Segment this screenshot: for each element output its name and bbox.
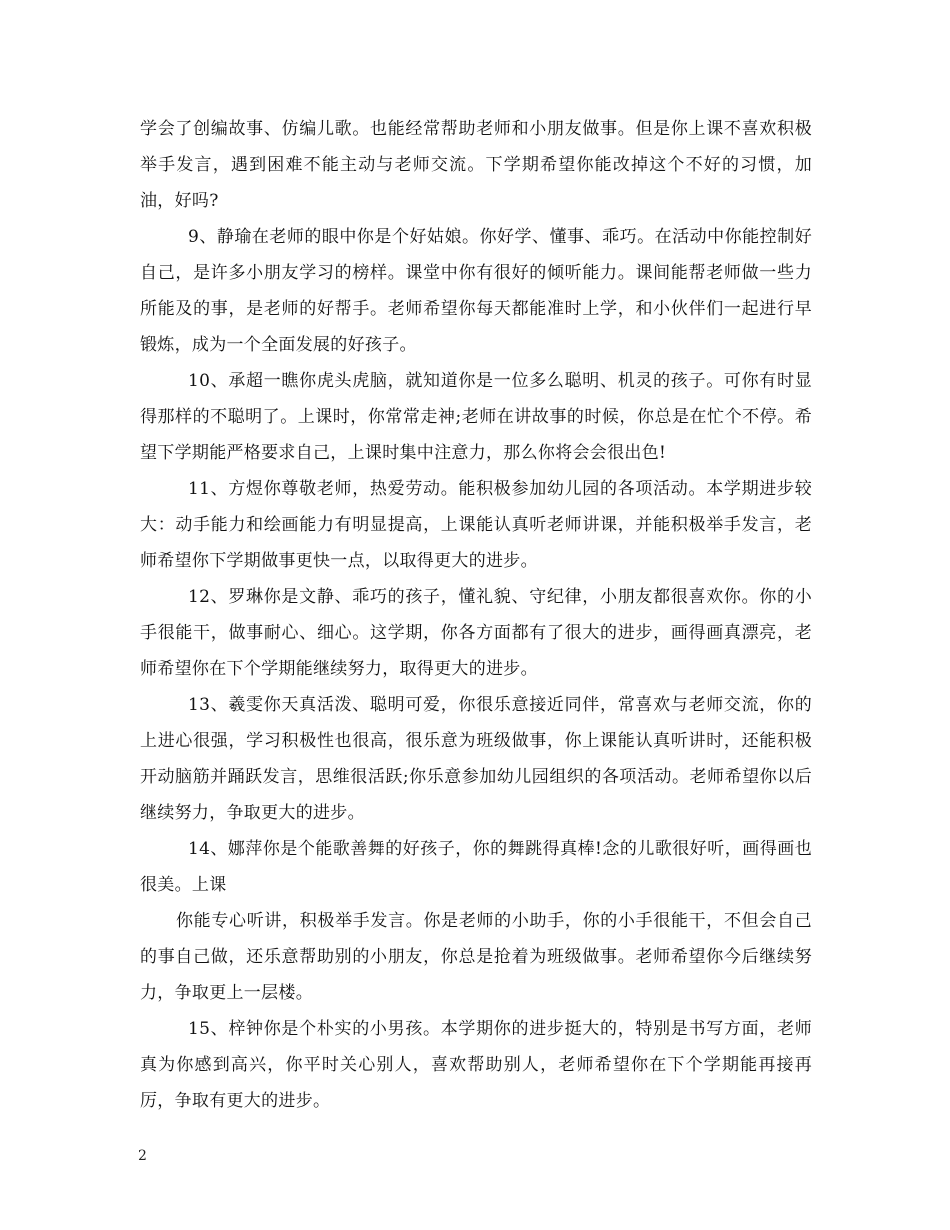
- document-body: [140, 111, 812, 1119]
- paragraph-comment-10: 10、承超一瞧你虎头虎脑，就知道你是一位多么聪明、机灵的孩子。可你有时显得那样的不聪明了。上课时，你常常走神;老师在讲故事的时候，你总是在忙个不停。希望下学期能严格要求自己，上课时集中注意力，那么你将会会很出色!: [140, 371, 812, 463]
- paragraph-comment-14-continued: 你能专心听讲，积极举手发言。你是老师的小助手，你的小手很能干，不但会自己的事自己做，还乐意帮助别的小朋友，你总是抢着为班级做事。老师希望你今后继续努力，争取更上一层楼。: [140, 911, 812, 1003]
- paragraph-continuation: 学会了创编故事、仿编儿歌。也能经常帮助老师和小朋友做事。但是你上课不喜欢积极举手发言，遇到困难不能主动与老师交流。下学期希望你能改掉这个不好的习惯，加油，好吗?: [140, 119, 812, 211]
- paragraph-comment-12: 12、罗琳你是文静、乖巧的孩子，懂礼貌、守纪律，小朋友都很喜欢你。你的小手很能干，做事耐心、细心。这学期，你各方面都有了很大的进步，画得画真漂亮，老师希望你在下个学期能继续努力，取得更大的进步。: [140, 587, 812, 679]
- page-number: 2: [138, 1148, 147, 1164]
- paragraph-comment-15: 15、梓钟你是个朴实的小男孩。本学期你的进步挺大的，特别是书写方面，老师真为你感到高兴，你平时关心别人，喜欢帮助别人，老师希望你在下个学期能再接再厉，争取有更大的进步。: [140, 1019, 812, 1111]
- paragraph-comment-14: 14、娜萍你是个能歌善舞的好孩子，你的舞跳得真棒!念的儿歌很好听，画得画也很美。上课: [140, 839, 812, 895]
- paragraph-comment-13: 13、羲雯你天真活泼、聪明可爱，你很乐意接近同伴，常喜欢与老师交流，你的上进心很强，学习积极性也很高，很乐意为班级做事，你上课能认真听讲时，还能积极开动脑筋并踊跃发言，思维很活跃;你乐意参加幼儿园组织的各项活动。老师希望你以后继续努力，争取更大的进步。: [140, 695, 812, 823]
- paragraph-comment-9: 9、静瑜在老师的眼中你是个好姑娘。你好学、懂事、乖巧。在活动中你能控制好自己，是许多小朋友学习的榜样。课堂中你有很好的倾听能力。课间能帮老师做一些力所能及的事，是老师的好帮手。老师希望你每天都能准时上学，和小伙伴们一起进行早锻炼，成为一个全面发展的好孩子。: [140, 227, 812, 355]
- paragraph-comment-11: 11、方煜你尊敬老师，热爱劳动。能积极参加幼儿园的各项活动。本学期进步较大：动手能力和绘画能力有明显提高，上课能认真听老师讲课，并能积极举手发言，老师希望你下学期做事更快一点，以取得更大的进步。: [140, 479, 812, 571]
